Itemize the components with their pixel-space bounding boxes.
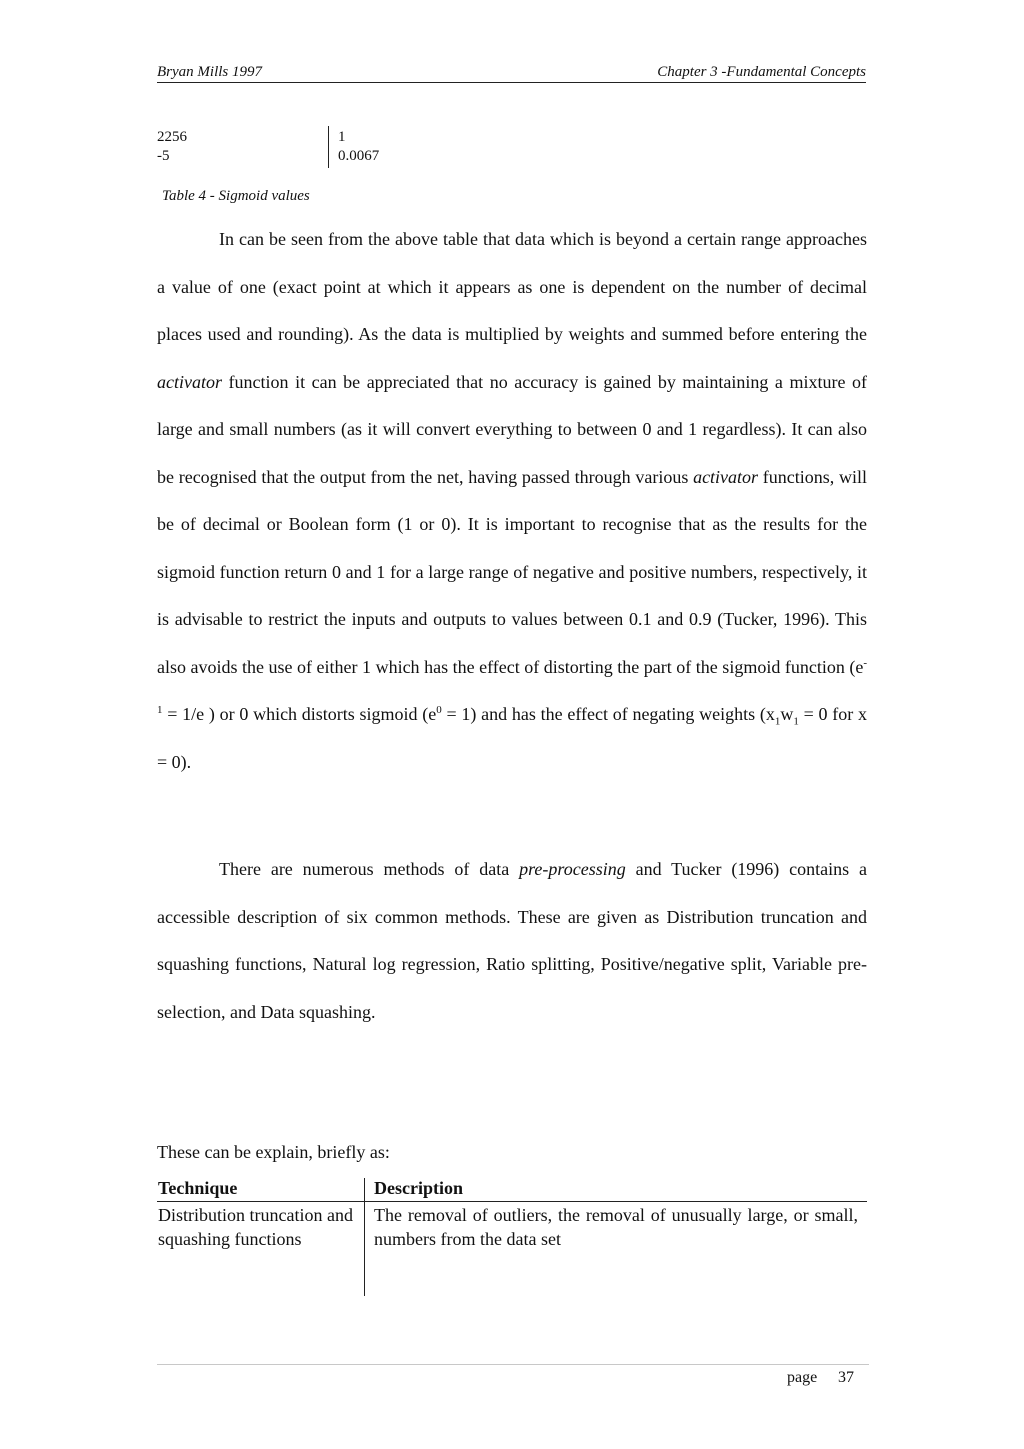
table-intro-text: These can be explain, briefly as: (157, 1142, 390, 1162)
table-row (157, 1202, 867, 1296)
sigmoid-output-cell: 0.0067 (338, 148, 380, 164)
page-label: page (787, 1369, 818, 1386)
footer-divider (157, 1364, 869, 1365)
page-number: 37 (838, 1369, 854, 1386)
header-technique: Technique (158, 1178, 238, 1198)
emphasis-pre-processing: pre-processing (519, 859, 626, 879)
sigmoid-input-cell: 2256 (157, 129, 187, 145)
sigmoid-input-cell: -5 (157, 148, 170, 164)
emphasis-activator: activator (157, 371, 222, 392)
header-chapter: Chapter 3 -Fundamental Concepts (657, 64, 866, 80)
header-author: Bryan Mills 1997 (157, 64, 262, 80)
sigmoid-input-column (157, 128, 327, 166)
page-header (157, 62, 866, 83)
description-cell: The removal of outliers, the removal of unusually large, or small, numbers from the data set (374, 1205, 858, 1249)
table-caption: Table 4 - Sigmoid values (162, 188, 310, 204)
technique-table-header (157, 1178, 867, 1202)
emphasis-activator: activator (693, 466, 759, 487)
sigmoid-output-column (328, 126, 438, 168)
technique-cell: Distribution truncation and squashing functions (158, 1205, 353, 1249)
paragraph-preprocessing-methods: There are numerous methods of data pre-processing and Tucker (1996) contains a accessible description of six common methods. These are given as Distribution truncation and squashing functions, Natural log regression, Ratio splitting, Positive/negative split, Variable pre-selection, and Data squashing. (157, 859, 868, 1022)
paragraph-sigmoid-range: In can be seen from the above table that data which is beyond a certain range approaches a value of one (exact point at which it appears as one is dependent on the number of decimal places used and rounding). As the data is multiplied by weights and summed before entering the activator function it can be appreciated that no accuracy is gained by maintaining a mixture of large and small numbers (as it will convert everything to between 0 and 1 regardless). It can also be recognised that the output from the net, having passed through various activator functions, will be of decimal or Boolean form (1 or 0). It is important to recognise that as the results for the sigmoid function return 0 and 1 for a large range of negative and positive numbers, respectively, it is advisable to restrict the inputs and outputs to values between 0.1 and 0.9 (Tucker, 1996). This also avoids the use of either 1 which has the effect of distorting the part of the sigmoid function ($e^{-1} = 1/e$ ) or 0 which distorts sigmoid $(e^0 = 1)$ and has the effect of negating weights ($x_1w_1 = 0$ for x = 0). (157, 229, 868, 772)
technique-table (157, 1178, 867, 1296)
sigmoid-output-cell: 1 (338, 129, 346, 145)
header-description: Description (374, 1178, 463, 1198)
